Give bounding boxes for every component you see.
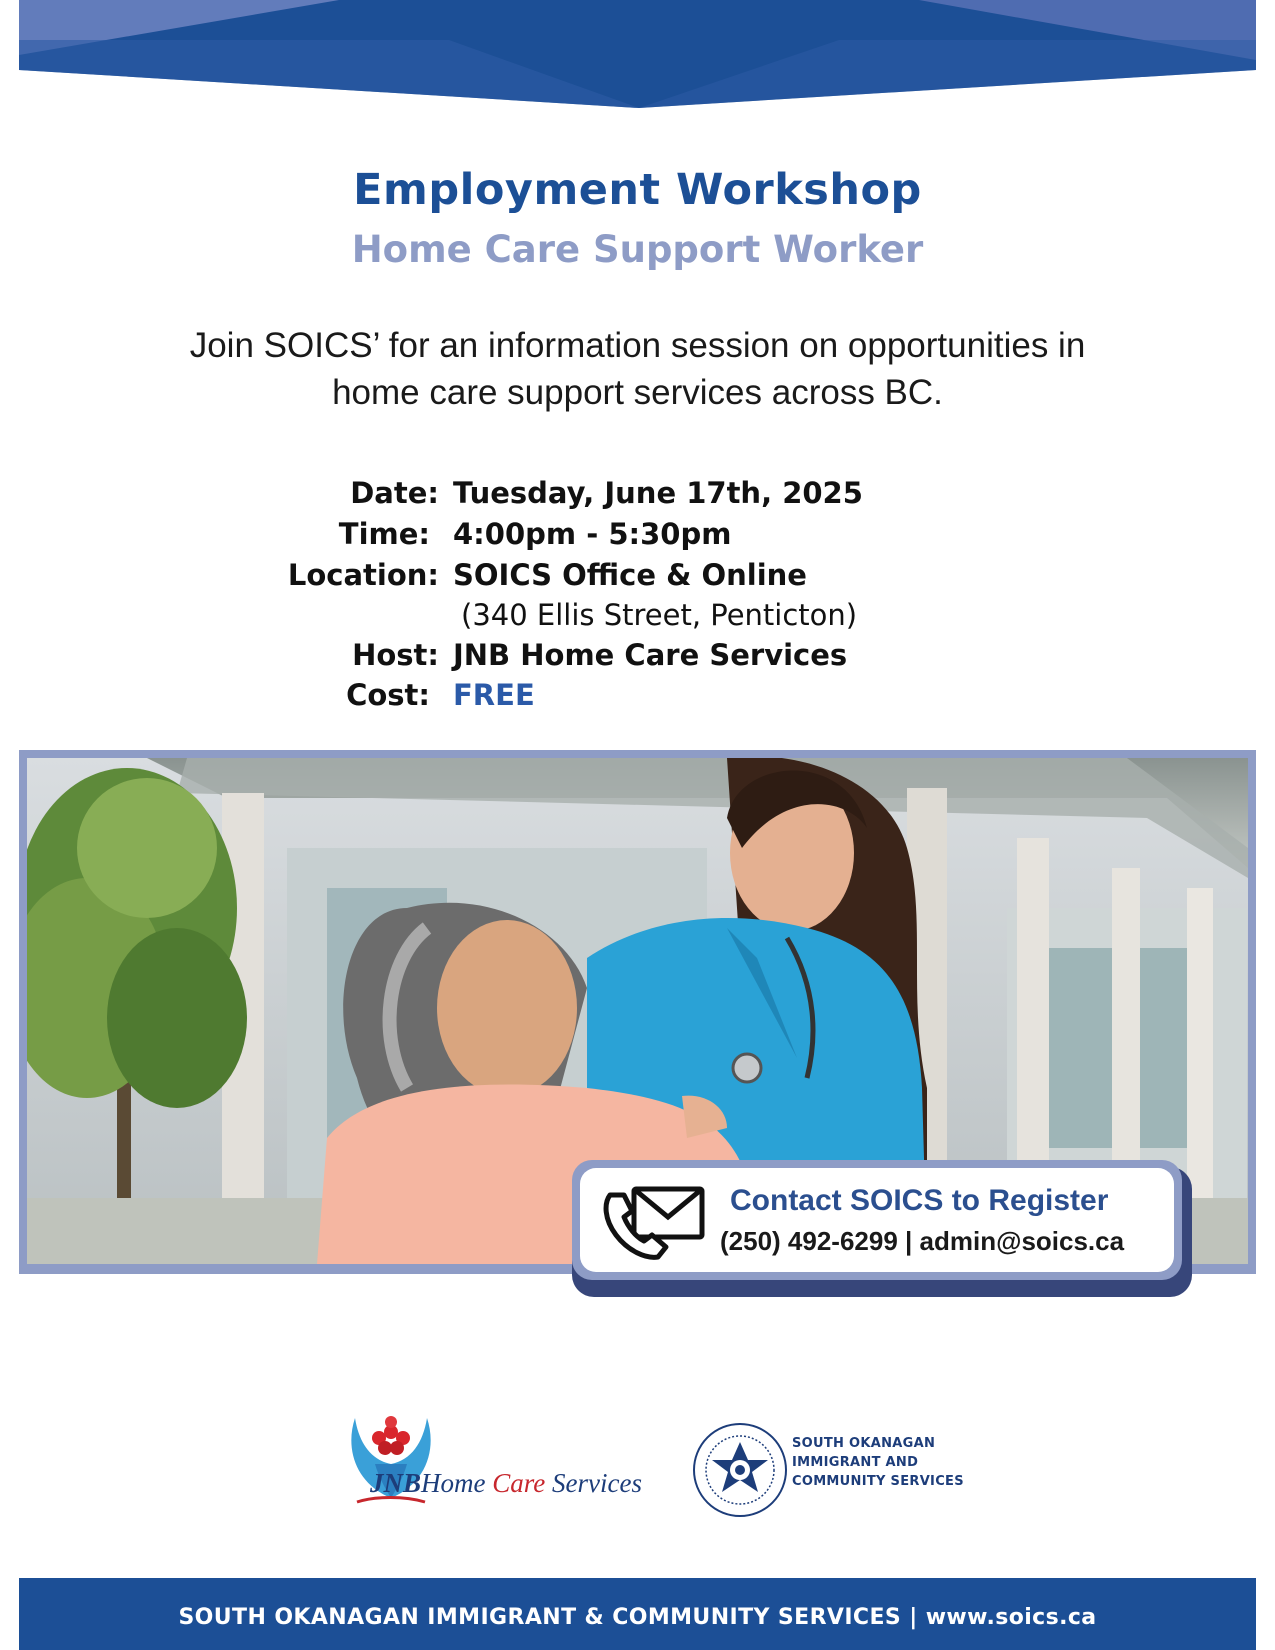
cost-row: [0, 678, 1275, 718]
soics-name-line-3: COMMUNITY SERVICES: [792, 1474, 964, 1489]
page-subtitle: Home Care Support Worker: [351, 228, 924, 271]
intro-text: [80, 322, 1195, 416]
host-row: [0, 638, 1275, 678]
envelope-phone-icon: [600, 1183, 708, 1263]
location-row: [0, 558, 1275, 598]
contact-details[interactable]: (250) 492-6299 | admin@soics.ca: [720, 1226, 1125, 1256]
host-label: Host:: [352, 638, 439, 672]
date-value: Tuesday, June 17th, 2025: [453, 476, 863, 510]
location-value: SOICS Office & Online: [453, 558, 807, 592]
jnb-logo-care: Care: [492, 1468, 546, 1498]
soics-name-line-2: IMMIGRANT AND: [792, 1455, 919, 1470]
date-label: Date:: [350, 476, 439, 510]
host-value: JNB Home Care Services: [453, 638, 848, 672]
top-banner: [19, 0, 1256, 110]
jnb-logo-home: Home: [421, 1468, 486, 1498]
intro-line-1: Join SOICS’ for an information session on opportunities in: [189, 326, 1086, 365]
location-address: (340 Ellis Street, Penticton): [461, 598, 858, 632]
footer-text: SOUTH OKANAGAN IMMIGRANT & COMMUNITY SERVICES | www.soics.ca: [178, 1605, 1097, 1630]
address-row: [0, 598, 1275, 638]
soics-seal-logo: [690, 1420, 790, 1520]
time-label: Time:: [338, 517, 430, 551]
contact-title: Contact SOICS to Register: [730, 1184, 1109, 1217]
intro-line-2: home care support services across BC.: [332, 373, 943, 412]
date-row: [0, 476, 1275, 516]
cost-label: Cost:: [346, 678, 430, 712]
jnb-logo-jnb: JNB: [370, 1468, 422, 1498]
jnb-logo-text: [370, 1468, 642, 1499]
page-title: Employment Workshop: [353, 165, 922, 215]
cost-value: FREE: [453, 678, 535, 712]
location-label: Location:: [287, 558, 439, 592]
time-value: 4:00pm - 5:30pm: [453, 517, 732, 551]
time-row: [0, 517, 1275, 557]
jnb-logo-services: Services: [552, 1468, 642, 1498]
soics-name-line-1: SOUTH OKANAGAN: [792, 1436, 936, 1451]
